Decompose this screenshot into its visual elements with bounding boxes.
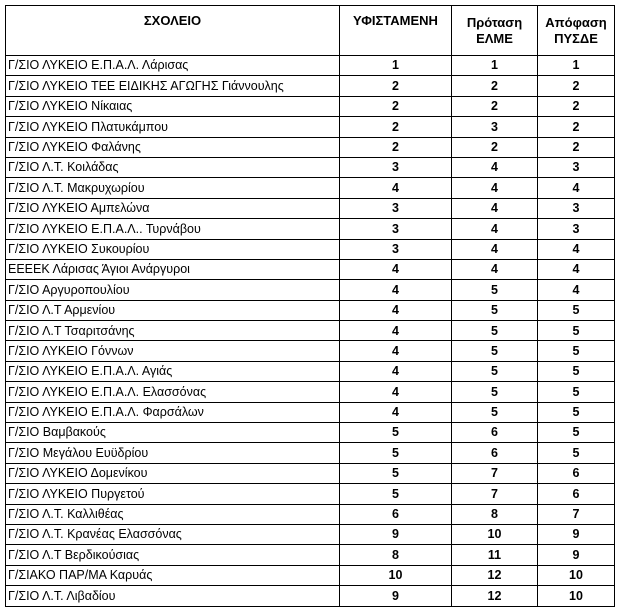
school-name-cell: Γ/ΣΙΟ Λ.Τ. Κρανέας Ελασσόνας <box>6 524 340 544</box>
table-row <box>6 76 615 96</box>
existing-cell: 4 <box>340 361 452 381</box>
elme-proposal-cell: 2 <box>452 76 538 96</box>
school-name-cell: Γ/ΣΙΟ Αργυροπουλίου <box>6 280 340 300</box>
table-row <box>6 137 615 157</box>
elme-proposal-cell: 5 <box>452 321 538 341</box>
school-name-cell: Γ/ΣΙΟ ΛΥΚΕΙΟ Ε.Π.Α.Λ. Ελασσόνας <box>6 382 340 402</box>
pysde-decision-cell: 6 <box>538 484 615 504</box>
school-name-cell: Γ/ΣΙΟ ΛΥΚΕΙΟ Ε.Π.Α.Λ. Αγιάς <box>6 361 340 381</box>
header-existing: ΥΦΙΣΤΑΜΕΝΗ <box>340 6 452 56</box>
pysde-decision-cell: 4 <box>538 178 615 198</box>
existing-cell: 3 <box>340 198 452 218</box>
pysde-decision-cell: 9 <box>538 524 615 544</box>
existing-cell: 4 <box>340 300 452 320</box>
school-name-cell: Γ/ΣΙΟ ΛΥΚΕΙΟ Νίκαιας <box>6 96 340 116</box>
existing-cell: 4 <box>340 178 452 198</box>
school-name-cell: Γ/ΣΙΟ Μεγάλου Ευϋδρίου <box>6 443 340 463</box>
elme-proposal-cell: 5 <box>452 402 538 422</box>
school-name-cell: Γ/ΣΙΟ Λ.Τ Βερδικούσιας <box>6 545 340 565</box>
elme-proposal-cell: 4 <box>452 157 538 177</box>
elme-proposal-cell: 4 <box>452 239 538 259</box>
elme-proposal-cell: 11 <box>452 545 538 565</box>
pysde-decision-cell: 5 <box>538 443 615 463</box>
school-name-cell: Γ/ΣΙΟ Λ.Τ. Μακρυχωρίου <box>6 178 340 198</box>
existing-cell: 4 <box>340 402 452 422</box>
school-name-cell: Γ/ΣΙΟ ΛΥΚΕΙΟ Ε.Π.Α.Λ. Λάρισας <box>6 56 340 76</box>
school-name-cell: Γ/ΣΙΟ ΛΥΚΕΙΟ Δομενίκου <box>6 463 340 483</box>
school-name-cell: Γ/ΣΙΟ ΛΥΚΕΙΟ Ε.Π.Α.Λ.. Τυρνάβου <box>6 219 340 239</box>
school-name-cell: Γ/ΣΙΟ ΛΥΚΕΙΟ Αμπελώνα <box>6 198 340 218</box>
elme-proposal-cell: 5 <box>452 361 538 381</box>
table-row <box>6 565 615 585</box>
school-name-cell: Γ/ΣΙΟ ΛΥΚΕΙΟ Συκουρίου <box>6 239 340 259</box>
elme-proposal-cell: 6 <box>452 443 538 463</box>
existing-cell: 4 <box>340 321 452 341</box>
existing-cell: 4 <box>340 259 452 279</box>
table-row <box>6 463 615 483</box>
table-row <box>6 341 615 361</box>
pysde-decision-cell: 5 <box>538 321 615 341</box>
elme-proposal-cell: 2 <box>452 96 538 116</box>
table-row <box>6 219 615 239</box>
elme-proposal-cell: 5 <box>452 280 538 300</box>
table-row <box>6 259 615 279</box>
school-name-cell: Γ/ΣΙΟ ΛΥΚΕΙΟ Γόννων <box>6 341 340 361</box>
school-name-cell: Γ/ΣΙΟ ΛΥΚΕΙΟ Πλατυκάμπου <box>6 117 340 137</box>
school-name-cell: Γ/ΣΙΟ Λ.Τ Αρμενίου <box>6 300 340 320</box>
elme-proposal-cell: 2 <box>452 137 538 157</box>
pysde-decision-cell: 5 <box>538 402 615 422</box>
pysde-decision-cell: 3 <box>538 219 615 239</box>
pysde-decision-cell: 6 <box>538 463 615 483</box>
elme-proposal-cell: 4 <box>452 259 538 279</box>
school-name-cell: ΕΕΕΕΚ Λάρισας Άγιοι Ανάργυροι <box>6 259 340 279</box>
table-row <box>6 157 615 177</box>
existing-cell: 5 <box>340 484 452 504</box>
pysde-decision-cell: 3 <box>538 198 615 218</box>
table-row <box>6 484 615 504</box>
pysde-decision-cell: 2 <box>538 76 615 96</box>
table-row <box>6 423 615 443</box>
pysde-decision-cell: 5 <box>538 361 615 381</box>
table-row <box>6 402 615 422</box>
table-row <box>6 382 615 402</box>
elme-proposal-cell: 10 <box>452 524 538 544</box>
table-row <box>6 300 615 320</box>
elme-proposal-cell: 1 <box>452 56 538 76</box>
elme-proposal-cell: 7 <box>452 484 538 504</box>
pysde-decision-cell: 4 <box>538 259 615 279</box>
pysde-decision-cell: 1 <box>538 56 615 76</box>
existing-cell: 4 <box>340 382 452 402</box>
existing-cell: 2 <box>340 76 452 96</box>
table-row <box>6 96 615 116</box>
existing-cell: 2 <box>340 96 452 116</box>
pysde-decision-cell: 5 <box>538 382 615 402</box>
elme-proposal-cell: 5 <box>452 300 538 320</box>
table-row <box>6 178 615 198</box>
existing-cell: 8 <box>340 545 452 565</box>
pysde-decision-cell: 5 <box>538 300 615 320</box>
existing-cell: 4 <box>340 280 452 300</box>
school-name-cell: Γ/ΣΙΟ ΛΥΚΕΙΟ Φαλάνης <box>6 137 340 157</box>
pysde-decision-cell: 4 <box>538 280 615 300</box>
document-page <box>5 5 615 607</box>
elme-proposal-cell: 12 <box>452 586 538 606</box>
elme-proposal-cell: 7 <box>452 463 538 483</box>
elme-proposal-cell: 12 <box>452 565 538 585</box>
existing-cell: 1 <box>340 56 452 76</box>
school-name-cell: Γ/ΣΙΟ Λ.Τ. Καλλιθέας <box>6 504 340 524</box>
pysde-decision-cell: 9 <box>538 545 615 565</box>
pysde-decision-cell: 3 <box>538 157 615 177</box>
existing-cell: 2 <box>340 137 452 157</box>
existing-cell: 2 <box>340 117 452 137</box>
existing-cell: 5 <box>340 463 452 483</box>
elme-proposal-cell: 4 <box>452 198 538 218</box>
table-row <box>6 545 615 565</box>
elme-proposal-cell: 3 <box>452 117 538 137</box>
existing-cell: 5 <box>340 443 452 463</box>
header-row <box>6 6 615 56</box>
existing-cell: 3 <box>340 239 452 259</box>
table-row <box>6 56 615 76</box>
table-row <box>6 524 615 544</box>
table-row <box>6 504 615 524</box>
elme-proposal-cell: 4 <box>452 178 538 198</box>
elme-proposal-cell: 5 <box>452 341 538 361</box>
existing-cell: 6 <box>340 504 452 524</box>
school-name-cell: Γ/ΣΙΟ ΛΥΚΕΙΟ Ε.Π.Α.Λ. Φαρσάλων <box>6 402 340 422</box>
schools-table <box>5 5 615 607</box>
header-elme-proposal: Πρόταση ΕΛΜΕ <box>452 6 538 56</box>
pysde-decision-cell: 7 <box>538 504 615 524</box>
table-row <box>6 321 615 341</box>
school-name-cell: Γ/ΣΙΟ Λ.Τ. Κοιλάδας <box>6 157 340 177</box>
pysde-decision-cell: 2 <box>538 96 615 116</box>
school-name-cell: Γ/ΣΙΟ Βαμβακούς <box>6 423 340 443</box>
header-pysde-decision: Απόφαση ΠΥΣΔΕ <box>538 6 615 56</box>
table-row <box>6 280 615 300</box>
table-row <box>6 443 615 463</box>
existing-cell: 4 <box>340 341 452 361</box>
elme-proposal-cell: 5 <box>452 382 538 402</box>
pysde-decision-cell: 4 <box>538 239 615 259</box>
elme-proposal-cell: 6 <box>452 423 538 443</box>
existing-cell: 9 <box>340 586 452 606</box>
existing-cell: 10 <box>340 565 452 585</box>
header-school: ΣΧΟΛΕΙΟ <box>6 6 340 56</box>
school-name-cell: Γ/ΣΙΟ Λ.Τ Τσαριτσάνης <box>6 321 340 341</box>
table-row <box>6 586 615 606</box>
school-name-cell: Γ/ΣΙΟ Λ.Τ. Λιβαδίου <box>6 586 340 606</box>
existing-cell: 9 <box>340 524 452 544</box>
pysde-decision-cell: 10 <box>538 586 615 606</box>
pysde-decision-cell: 10 <box>538 565 615 585</box>
elme-proposal-cell: 4 <box>452 219 538 239</box>
existing-cell: 3 <box>340 157 452 177</box>
pysde-decision-cell: 5 <box>538 423 615 443</box>
pysde-decision-cell: 5 <box>538 341 615 361</box>
table-row <box>6 198 615 218</box>
table-header <box>6 6 615 56</box>
school-name-cell: Γ/ΣΙΟ ΛΥΚΕΙΟ Πυργετού <box>6 484 340 504</box>
school-name-cell: Γ/ΣΙΑΚΟ ΠΑΡ/ΜΑ Καρυάς <box>6 565 340 585</box>
table-row <box>6 239 615 259</box>
existing-cell: 5 <box>340 423 452 443</box>
elme-proposal-cell: 8 <box>452 504 538 524</box>
pysde-decision-cell: 2 <box>538 117 615 137</box>
pysde-decision-cell: 2 <box>538 137 615 157</box>
table-body <box>6 56 615 607</box>
table-row <box>6 117 615 137</box>
table-row <box>6 361 615 381</box>
school-name-cell: Γ/ΣΙΟ ΛΥΚΕΙΟ ΤΕΕ ΕΙΔΙΚΗΣ ΑΓΩΓΗΣ Γιάννουλης <box>6 76 340 96</box>
existing-cell: 3 <box>340 219 452 239</box>
